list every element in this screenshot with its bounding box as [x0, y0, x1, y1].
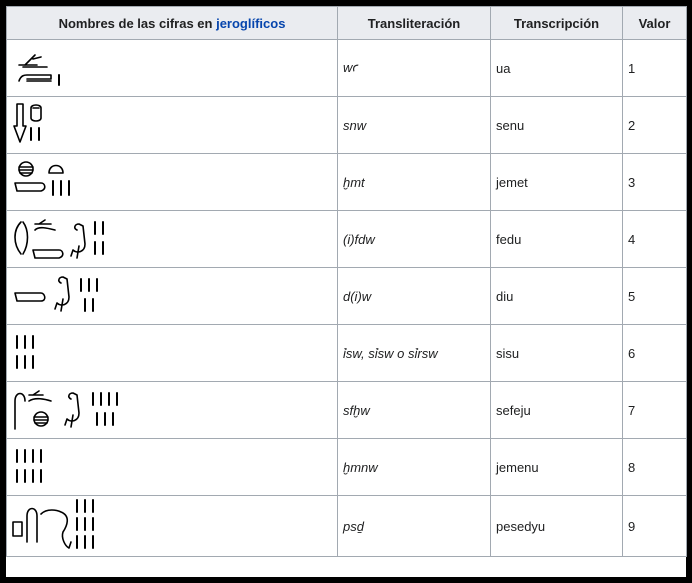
- table-row: [7, 97, 687, 154]
- table-row: [7, 40, 687, 97]
- hieroglyph-one-icon: [11, 45, 71, 91]
- table-row: [7, 496, 687, 557]
- hieroglyph-cell: [7, 382, 338, 439]
- hieroglyph-cell: [7, 325, 338, 382]
- value-cell: 9: [623, 496, 687, 557]
- translit-cell: sfḫw: [338, 382, 491, 439]
- header-transliteration: Transliteración: [338, 7, 491, 40]
- table-row: [7, 382, 687, 439]
- transcription-cell: pesedyu: [491, 496, 623, 557]
- translit-cell: wꜥ: [338, 40, 491, 97]
- hieroglyph-cell: [7, 439, 338, 496]
- transcription-cell: jemet: [491, 154, 623, 211]
- transcription-cell: diu: [491, 268, 623, 325]
- translit-cell: ḫmnw: [338, 439, 491, 496]
- translit-cell: (i)fdw: [338, 211, 491, 268]
- table-row: [7, 325, 687, 382]
- value-cell: 7: [623, 382, 687, 439]
- numerals-table-frame: [6, 6, 686, 577]
- value-cell: 2: [623, 97, 687, 154]
- hieroglyph-cell: [7, 211, 338, 268]
- header-glyphs-text: Nombres de las cifras en: [58, 15, 217, 31]
- header-glyphs: [7, 7, 338, 40]
- translit-cell: d(i)w: [338, 268, 491, 325]
- translit-cell: ỉsw, sỉsw o sỉrsw: [338, 325, 491, 382]
- hieroglyph-three-icon: [11, 159, 81, 205]
- transcription-cell: jemenu: [491, 439, 623, 496]
- hieroglyph-cell: [7, 154, 338, 211]
- transcription-cell: ua: [491, 40, 623, 97]
- header-transcription: Transcripción: [491, 7, 623, 40]
- value-cell: 8: [623, 439, 687, 496]
- transcription-cell: senu: [491, 97, 623, 154]
- value-cell: 5: [623, 268, 687, 325]
- hieroglyphs-link[interactable]: jeroglíficos: [216, 15, 286, 31]
- value-cell: 1: [623, 40, 687, 97]
- transcription-cell: sefeju: [491, 382, 623, 439]
- transcription-cell: sisu: [491, 325, 623, 382]
- hieroglyph-cell: [7, 496, 338, 557]
- hieroglyph-cell: [7, 268, 338, 325]
- hieroglyph-eight-icon: [11, 444, 61, 490]
- value-cell: 4: [623, 211, 687, 268]
- hieroglyph-cell: [7, 40, 338, 97]
- hieroglyph-cell: [7, 97, 338, 154]
- header-row: [7, 7, 687, 40]
- value-cell: 6: [623, 325, 687, 382]
- hieroglyph-two-icon: [11, 102, 71, 148]
- hieroglyph-nine-icon: [11, 496, 111, 556]
- egyptian-numerals-table: [6, 6, 687, 557]
- table-row: [7, 154, 687, 211]
- hieroglyph-six-icon: [11, 330, 61, 376]
- table-row: [7, 439, 687, 496]
- translit-cell: snw: [338, 97, 491, 154]
- hieroglyph-seven-icon: [11, 387, 131, 433]
- value-cell: 3: [623, 154, 687, 211]
- hieroglyph-four-icon: [11, 216, 121, 262]
- table-row: [7, 211, 687, 268]
- translit-cell: psḏ: [338, 496, 491, 557]
- hieroglyph-five-icon: [11, 273, 111, 319]
- translit-cell: ḫmt: [338, 154, 491, 211]
- transcription-cell: fedu: [491, 211, 623, 268]
- table-row: [7, 268, 687, 325]
- header-value: Valor: [623, 7, 687, 40]
